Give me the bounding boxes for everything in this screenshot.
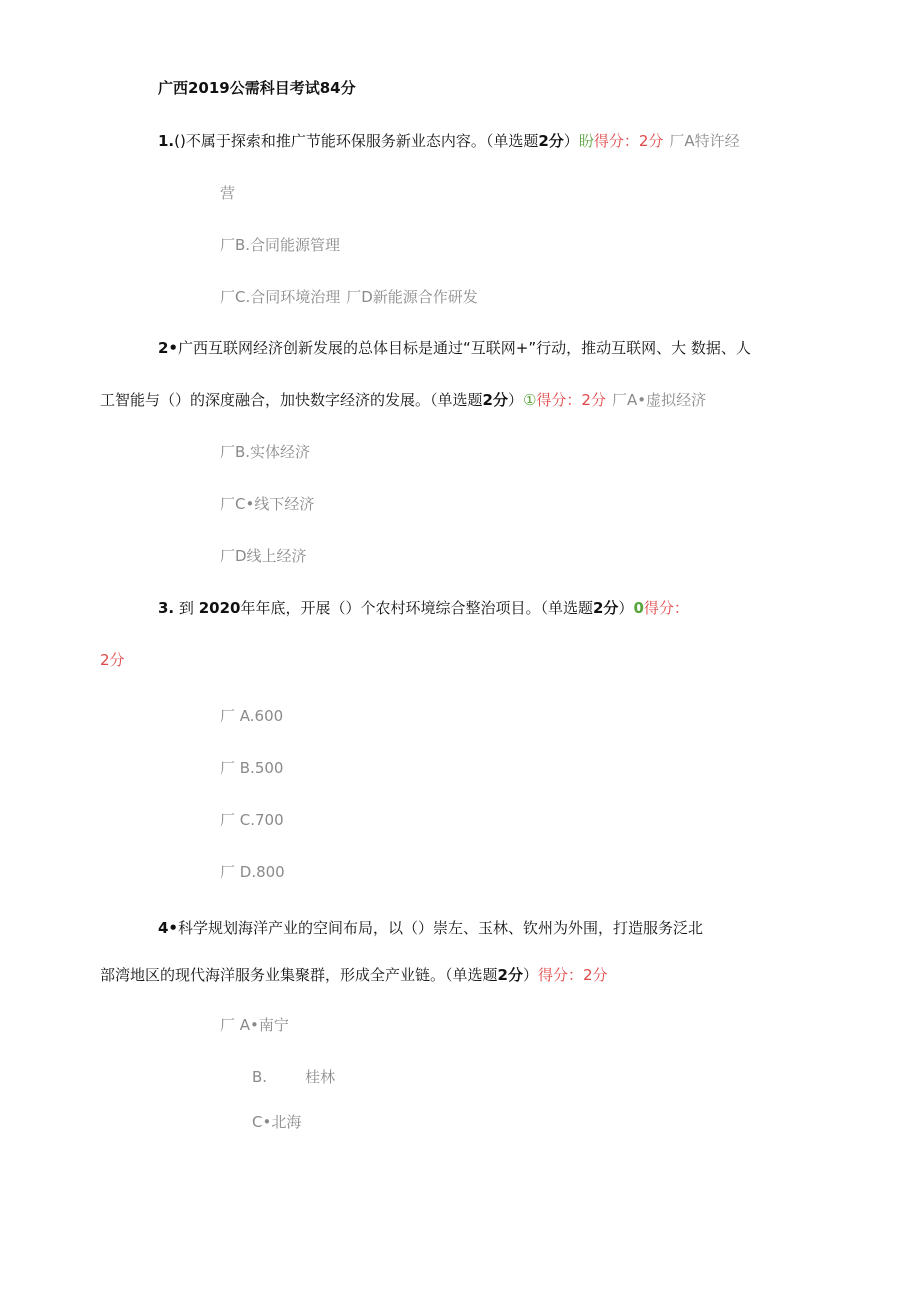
question-2-points: 2分 — [482, 391, 508, 409]
question-3-option-c[interactable]: 厂 C.700 — [220, 811, 284, 829]
page-title: 广西2019公需科目考试84分 — [158, 79, 356, 97]
question-2-option-b[interactable]: 厂B.实体经济 — [220, 443, 311, 461]
question-4-text-line1: 科学规划海洋产业的空间布局，以（）崇左、玉林、钦州为外围，打造服务泛北 — [178, 919, 704, 937]
question-3-option-a[interactable]: 厂 A.600 — [220, 707, 284, 725]
question-1-mark-icon: 盼 — [578, 132, 594, 150]
question-3-close: ） — [618, 599, 634, 617]
question-2-option-c[interactable]: 厂C•线下经济 — [220, 495, 315, 513]
question-1-option-d[interactable]: 厂D新能源合作研发 — [346, 288, 478, 306]
question-4-close: ） — [522, 966, 538, 984]
question-3 — [158, 598, 689, 618]
question-4-option-b[interactable] — [252, 1067, 335, 1087]
question-1-text: ()不属于探索和推广节能环保服务新业态内容。（单选题 — [174, 132, 539, 150]
question-2-text-line1: 广西互联网经济创新发展的总体目标是通过“互联网+”行动，推动互联网、大 数据、人 — [178, 339, 751, 357]
question-1-option-a[interactable]: 厂A特许经 — [669, 132, 740, 150]
question-1-option-a-cont: 营 — [220, 184, 236, 202]
question-4-option-c[interactable]: C•北海 — [252, 1113, 302, 1131]
question-3-points: 2分 — [592, 599, 619, 617]
question-3-score-label: 得分： — [643, 599, 689, 617]
question-3-text-post: 年年底，开展（）个农村环境综合整治项目。（单选题 — [240, 599, 593, 617]
question-1-points: 2分 — [538, 132, 564, 150]
question-4-line2 — [100, 965, 608, 985]
question-4-option-b-label: B. — [252, 1068, 268, 1086]
question-4-text-line2: 部湾地区的现代海洋服务业集聚群，形成全产业链。（单选题 — [100, 966, 498, 984]
question-4-score-label: 得分： — [537, 966, 583, 984]
question-3-mark-icon: 0 — [633, 599, 644, 617]
question-3-option-d[interactable]: 厂 D.800 — [220, 863, 285, 881]
question-2-text-line2: 工智能与（）的深度融合，加快数字经济的发展。（单选题 — [100, 391, 483, 409]
question-4-number: 4• — [158, 919, 179, 937]
question-3-text-pre: 到 — [178, 599, 194, 617]
question-2-option-a[interactable]: 厂A•虚拟经济 — [611, 391, 707, 409]
question-4 — [158, 918, 703, 938]
question-4-score-value: 2分 — [582, 966, 608, 984]
question-4-points: 2分 — [497, 966, 523, 984]
question-3-number: 3. — [158, 599, 175, 617]
question-1-number: 1. — [158, 132, 175, 150]
question-2-close: ） — [507, 391, 523, 409]
question-4-option-b-text: 桂林 — [305, 1068, 336, 1086]
question-1 — [158, 131, 740, 151]
question-3-score-value: 2分 — [100, 651, 125, 669]
question-4-option-a[interactable]: 厂 A•南宁 — [220, 1016, 289, 1034]
question-3-option-b[interactable]: 厂 B.500 — [220, 759, 284, 777]
question-1-close: ） — [563, 132, 579, 150]
question-2-number: 2• — [158, 339, 179, 357]
question-2-score: 得分：2分 — [536, 391, 606, 409]
question-2-line2 — [100, 390, 706, 410]
question-1-options-cd — [220, 287, 478, 307]
question-2-option-d[interactable]: 厂D线上经济 — [220, 547, 307, 565]
question-2 — [158, 338, 751, 358]
question-2-mark-icon: ① — [522, 391, 537, 409]
question-1-option-b[interactable]: 厂B.合同能源管理 — [220, 236, 341, 254]
question-1-option-c[interactable]: 厂C.合同环境治理 — [220, 288, 341, 306]
question-1-score: 得分：2分 — [593, 132, 664, 150]
question-3-year: 2020 — [198, 599, 241, 617]
